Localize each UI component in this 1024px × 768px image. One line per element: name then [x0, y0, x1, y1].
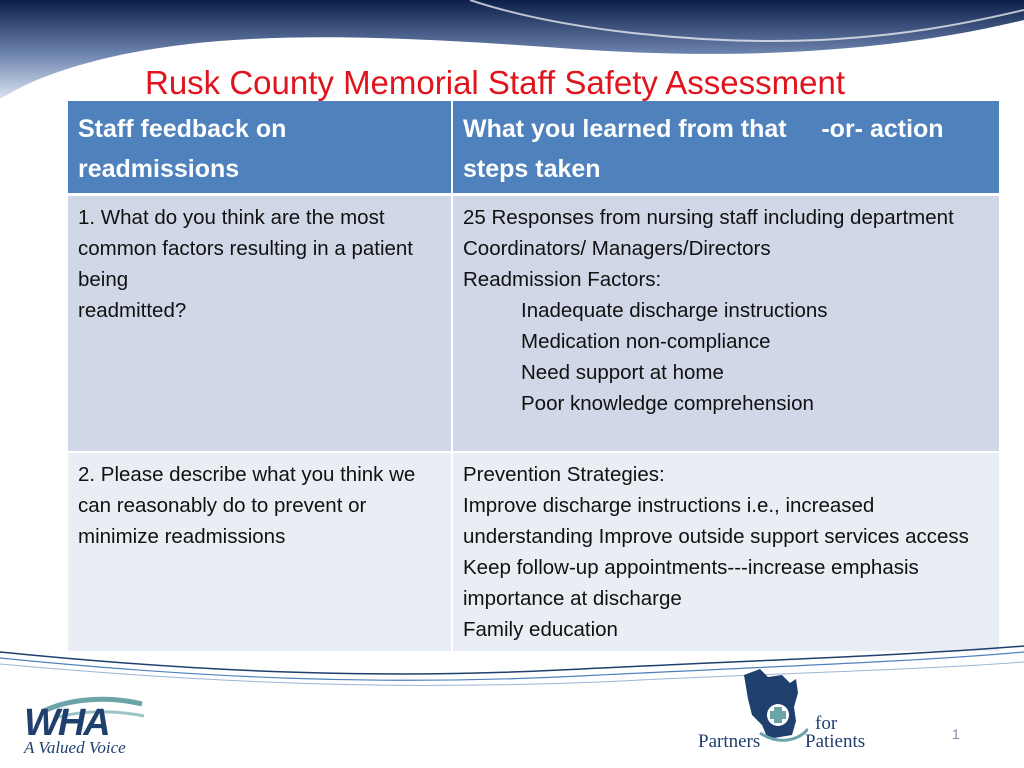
question-text: 1. What do you think are the most common factors resulting in a patient being [78, 206, 413, 291]
assessment-table [68, 101, 999, 653]
wha-logo-text: WHA [24, 702, 109, 744]
factor-item: Need support at home [521, 361, 724, 384]
partners-logo-patients: Patients [805, 731, 866, 752]
answer-cell [452, 452, 999, 652]
slide-title: Rusk County Memorial Staff Safety Assessment [144, 64, 845, 101]
answer-text: Improve discharge instructions i.e., increased understanding Improve outside support services access Keep follow-up appointments---increase emphasis importance at discharge [463, 494, 969, 610]
table-header-row [68, 101, 999, 195]
partners-logo-for: for [815, 713, 838, 734]
column-header-learned-actions: What you learned from that -or- action steps taken [452, 101, 999, 195]
answer-text: Readmission Factors: [463, 268, 662, 291]
slide-number: 1 [952, 726, 960, 742]
factor-item: Poor knowledge comprehension [521, 392, 814, 415]
question-text: readmitted? [78, 299, 187, 322]
wha-tagline: A Valued Voice [24, 738, 126, 757]
answer-text: Family education [463, 618, 618, 641]
question-cell [68, 195, 452, 453]
factor-item: Medication non-compliance [521, 330, 771, 353]
question-cell [68, 452, 452, 652]
answer-cell [452, 195, 999, 453]
answer-text: 25 Responses from nursing staff including department Coordinators/ Managers/Directors [463, 206, 954, 260]
table-row [68, 195, 999, 453]
answer-text: Prevention Strategies: [463, 463, 665, 486]
partners-logo-partners: Partners [698, 731, 761, 752]
table-row [68, 452, 999, 652]
question-text: 2. Please describe what you think we can reasonably do to prevent or minimize readmissions [78, 463, 416, 548]
column-header-staff-feedback: Staff feedback on readmissions [68, 101, 452, 195]
factor-item: Inadequate discharge instructions [521, 299, 828, 322]
